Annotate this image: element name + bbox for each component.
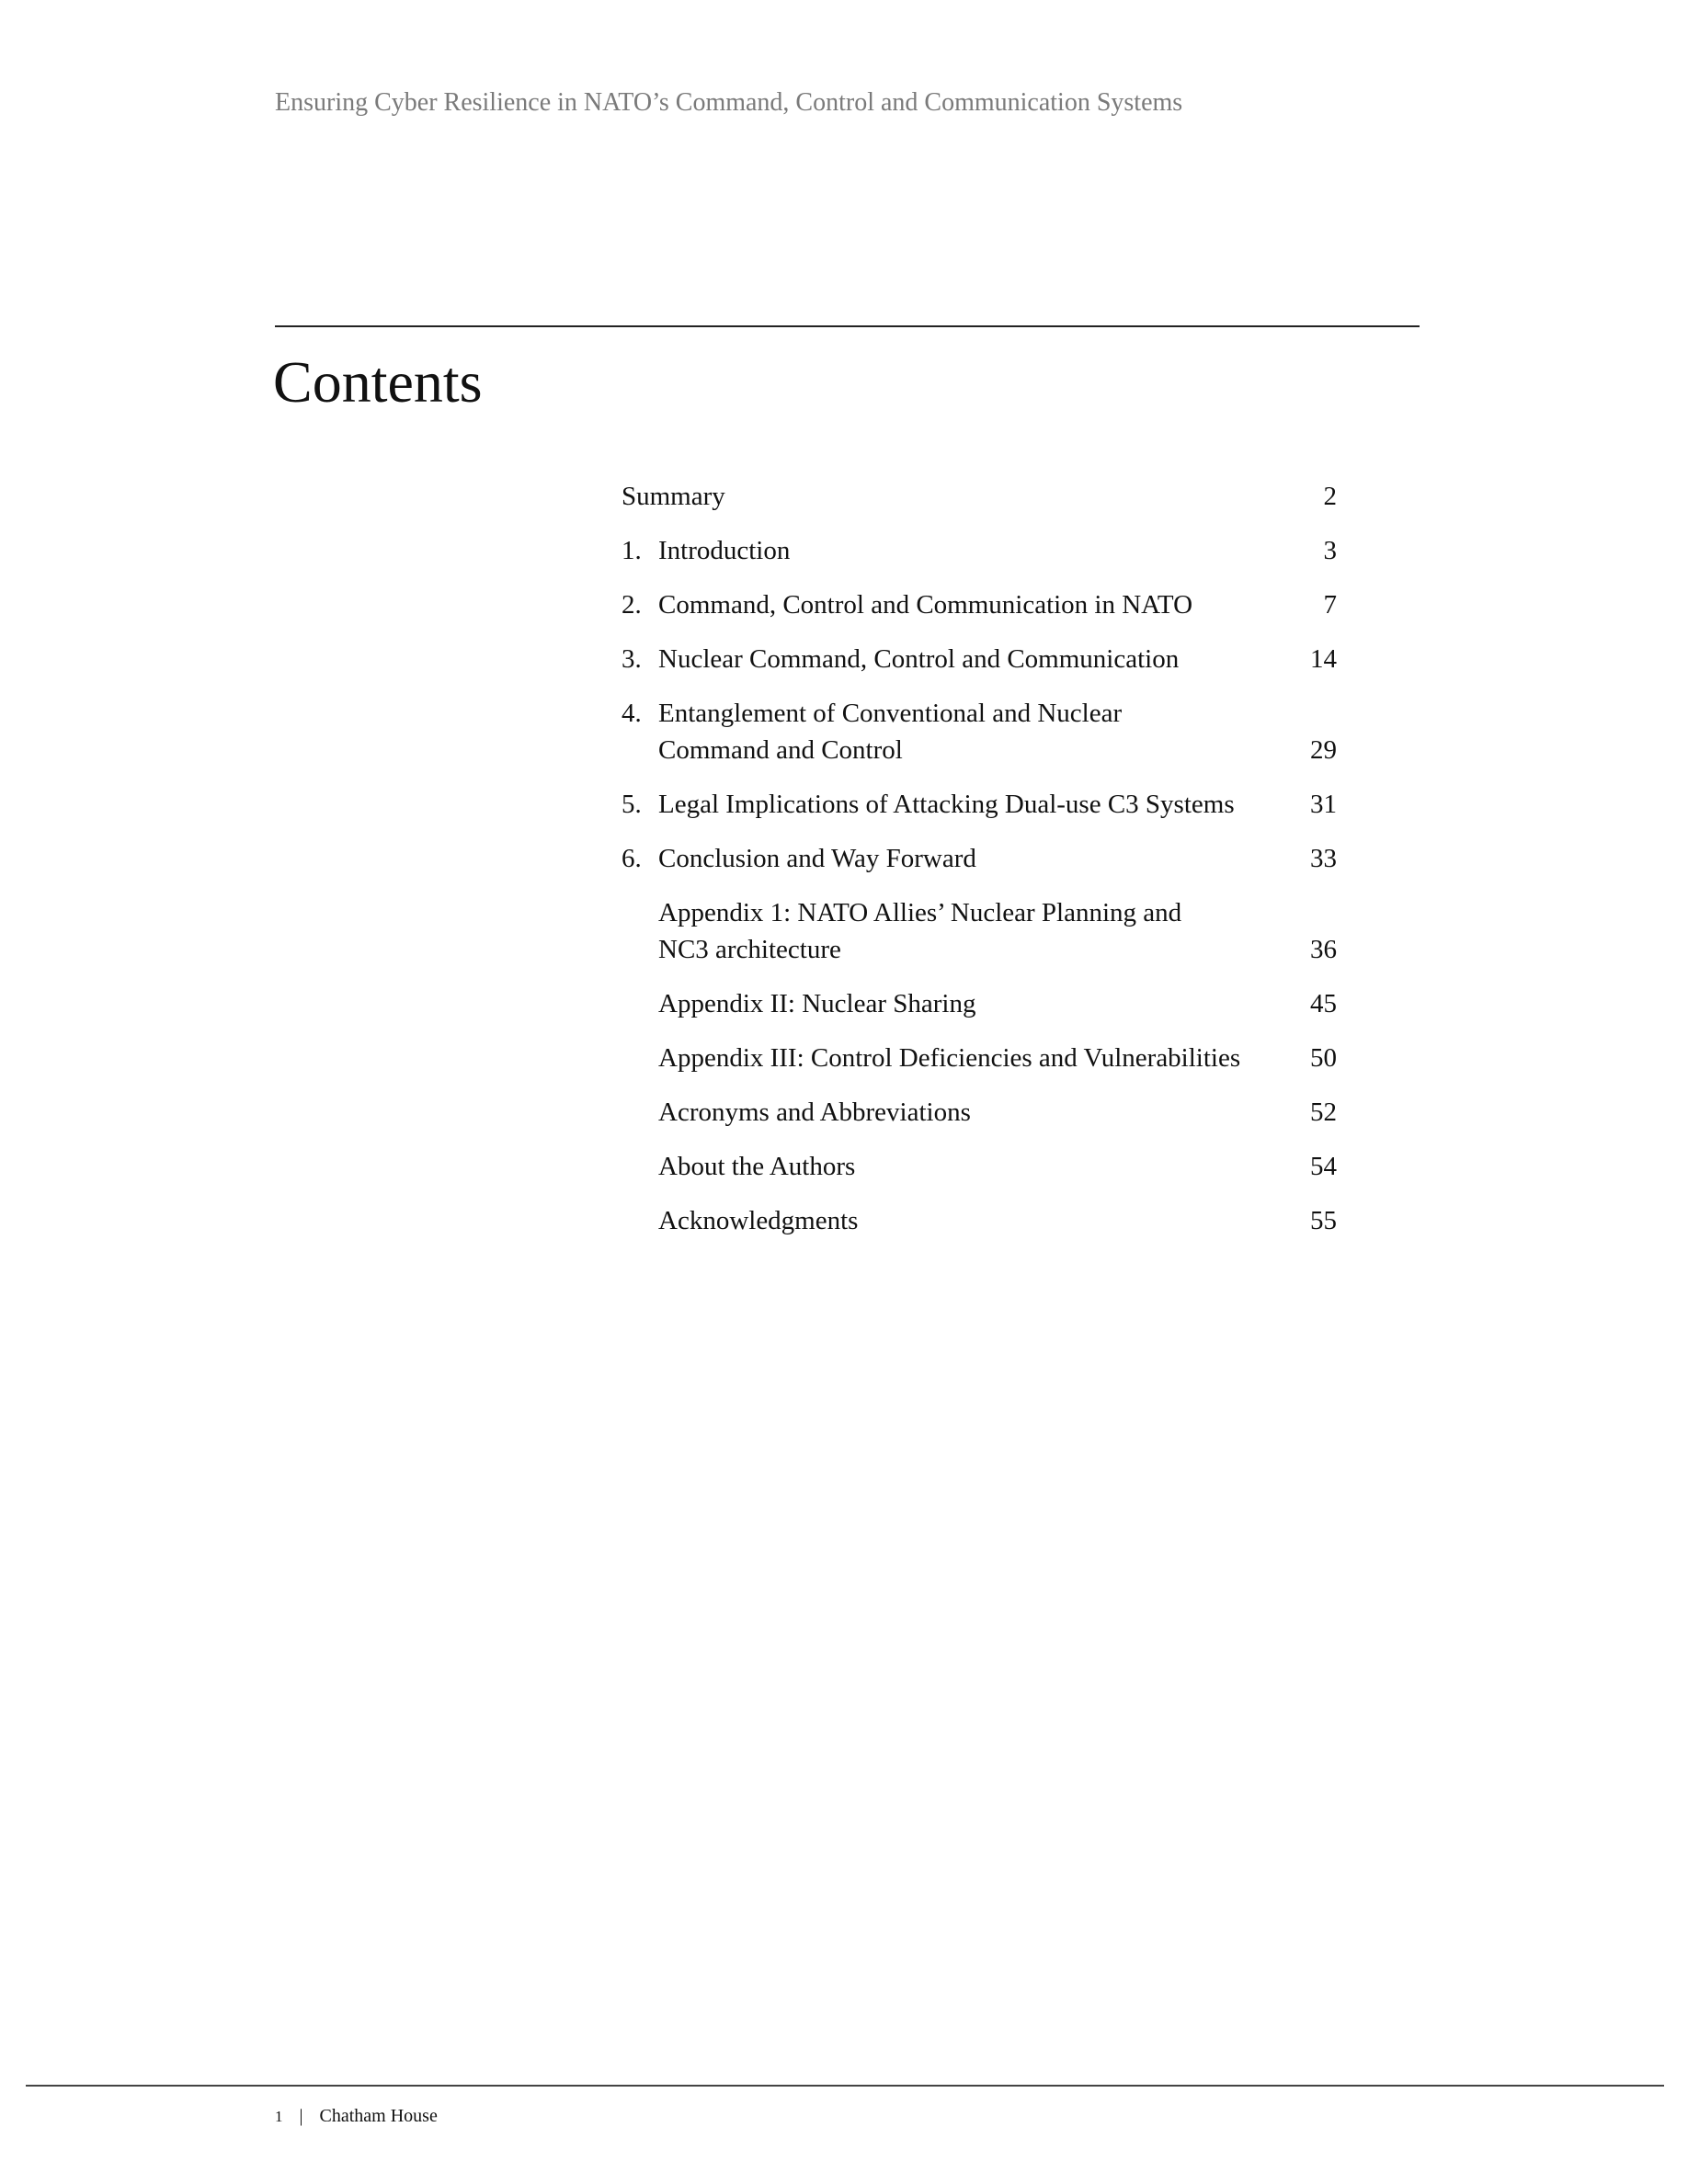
toc-entry-summary[interactable] (622, 478, 1348, 515)
toc-entry-number: 5. (622, 790, 642, 819)
toc-entry-number: 6. (622, 844, 642, 873)
toc-entry-acknowledgments[interactable] (622, 1202, 1348, 1239)
toc-entry-title: Nuclear Command, Control and Communication (658, 644, 1180, 674)
toc-entry-number: 1. (622, 536, 642, 565)
toc-entry-number: 3. (622, 644, 642, 674)
toc-entry-page: 55 (1310, 1206, 1337, 1235)
toc-entry-page: 33 (1310, 844, 1337, 873)
toc-entry-acronyms[interactable] (622, 1094, 1348, 1131)
footer-page-number: 1 (275, 2108, 283, 2125)
toc-entry-appendix-1[interactable] (622, 894, 1348, 968)
toc-entry-title: Introduction (658, 536, 791, 565)
toc-entry-nuclear-c3[interactable] (622, 641, 1348, 677)
toc-entry-title: Appendix II: Nuclear Sharing (658, 989, 976, 1018)
toc-entry-page: 29 (1310, 735, 1337, 765)
toc-entry-title-line: Entanglement of Conventional and Nuclear (658, 699, 1123, 728)
toc-entry-legal-implications[interactable] (622, 786, 1348, 823)
toc-entry-title: Summary (622, 482, 725, 511)
toc-entry-appendix-2[interactable] (622, 985, 1348, 1022)
toc-entry-page: 14 (1310, 644, 1337, 674)
toc-entry-title-line: Command and Control (658, 735, 903, 765)
toc-entry-conclusion[interactable] (622, 840, 1348, 877)
toc-entry-title-line: Appendix 1: NATO Allies’ Nuclear Planning and (658, 898, 1182, 927)
toc-entry-title (658, 894, 1302, 968)
toc-entry-page: 50 (1310, 1043, 1337, 1073)
toc-entry-c3-in-nato[interactable] (622, 586, 1348, 623)
page-footer (275, 2106, 438, 2127)
toc-entry-number: 2. (622, 590, 642, 620)
toc-entry-page: 7 (1323, 590, 1337, 620)
page-title: Contents (273, 349, 483, 415)
toc-entry-title: Conclusion and Way Forward (658, 844, 976, 873)
toc-entry-page: 3 (1323, 536, 1337, 565)
toc-entry-number: 4. (622, 699, 642, 728)
toc-entry-entanglement[interactable] (622, 695, 1348, 768)
toc-entry-title-line: NC3 architecture (658, 935, 841, 964)
toc-entry-page: 54 (1310, 1152, 1337, 1181)
toc-entry-title: Command, Control and Communication in NATO (658, 590, 1193, 620)
toc-entry-title: Legal Implications of Attacking Dual-use C3 Systems (658, 790, 1235, 819)
toc-entry-page: 2 (1323, 482, 1337, 511)
toc-entry-title (658, 695, 1302, 768)
footer-divider (26, 2085, 1664, 2087)
toc-entry-introduction[interactable] (622, 532, 1348, 569)
toc-entry-title: About the Authors (658, 1152, 856, 1181)
table-of-contents (622, 478, 1348, 1257)
toc-entry-page: 52 (1310, 1098, 1337, 1127)
toc-entry-about-authors[interactable] (622, 1148, 1348, 1185)
toc-entry-appendix-3[interactable] (622, 1040, 1348, 1076)
toc-entry-page: 36 (1310, 935, 1337, 964)
toc-entry-title: Acknowledgments (658, 1206, 859, 1235)
toc-entry-page: 45 (1310, 989, 1337, 1018)
toc-entry-page: 31 (1310, 790, 1337, 819)
top-divider (275, 325, 1420, 327)
toc-entry-title: Acronyms and Abbreviations (658, 1098, 971, 1127)
running-header: Ensuring Cyber Resilience in NATO’s Command, Control and Communication Systems (275, 88, 1183, 117)
footer-publisher: Chatham House (319, 2106, 438, 2126)
toc-entry-title: Appendix III: Control Deficiencies and Vulnerabilities (658, 1043, 1241, 1073)
footer-separator: | (299, 2106, 303, 2126)
